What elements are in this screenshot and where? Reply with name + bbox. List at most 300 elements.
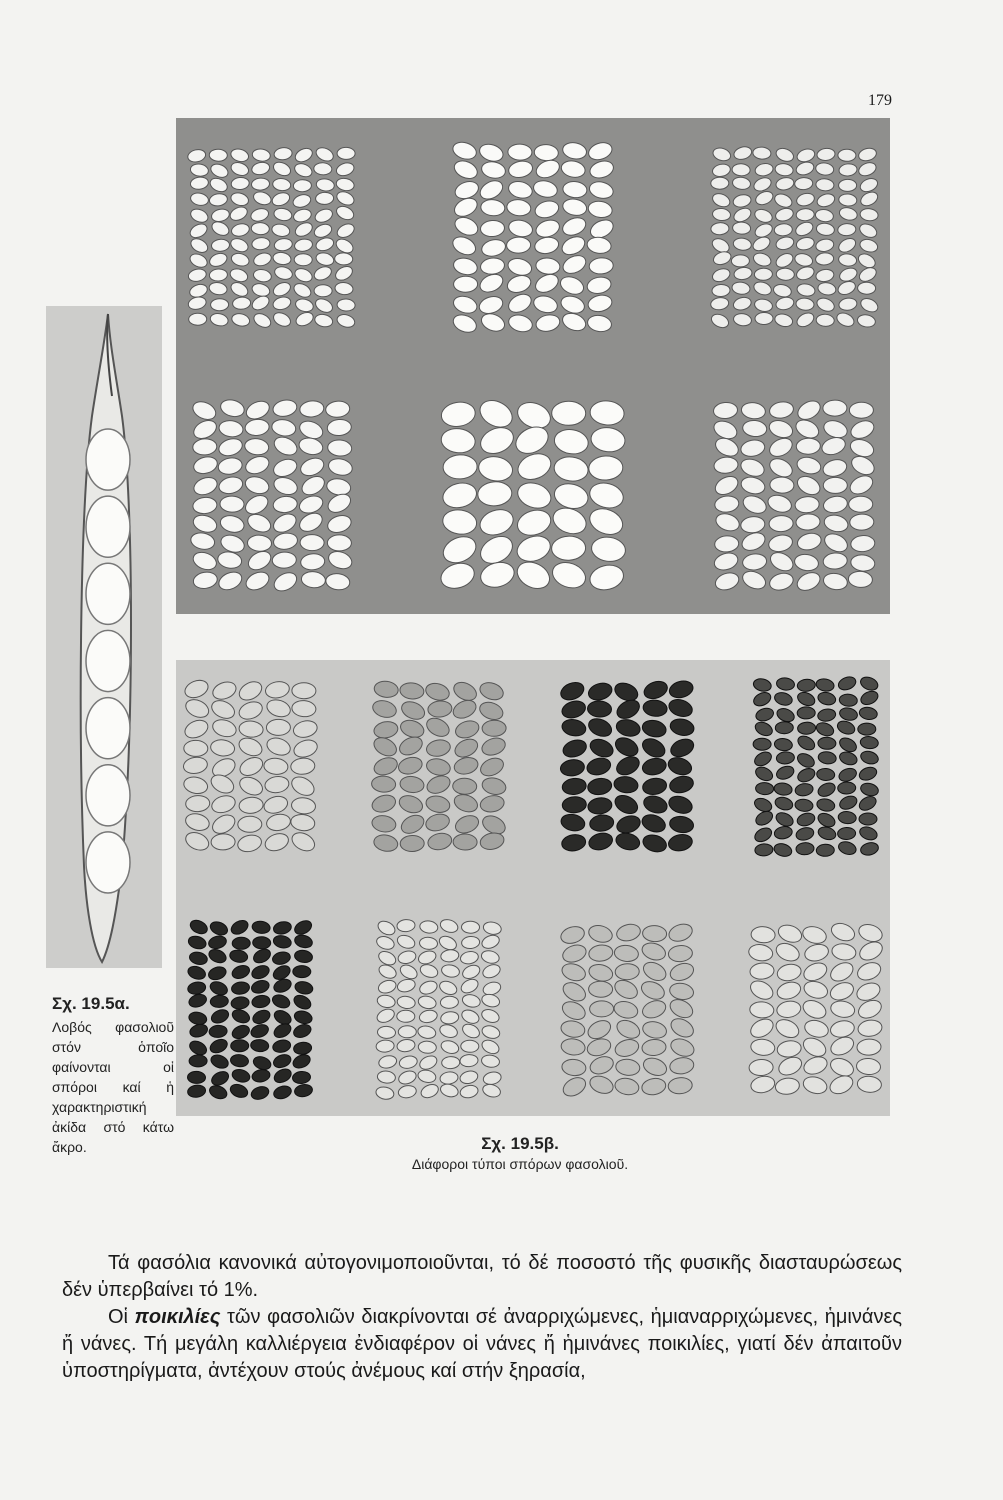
bean-sample xyxy=(747,920,885,1097)
bean xyxy=(669,815,695,834)
bean xyxy=(477,481,513,508)
bean xyxy=(514,506,554,539)
bean xyxy=(667,833,694,853)
bean xyxy=(230,1023,251,1041)
bean xyxy=(796,690,817,708)
bean xyxy=(231,981,251,996)
bean xyxy=(533,271,562,296)
bean xyxy=(293,179,312,192)
bean xyxy=(294,949,314,964)
bean xyxy=(439,1071,459,1085)
bean xyxy=(208,771,237,796)
bean xyxy=(189,531,216,551)
bean xyxy=(273,207,293,222)
bean xyxy=(507,159,534,179)
bean xyxy=(590,426,627,454)
bean xyxy=(506,291,535,316)
bean xyxy=(375,1085,395,1100)
bean xyxy=(857,765,878,783)
bean xyxy=(561,141,588,161)
bean xyxy=(794,569,823,594)
bean xyxy=(793,252,813,268)
bean xyxy=(767,435,796,460)
bean xyxy=(641,718,668,739)
bean xyxy=(837,782,855,795)
bean xyxy=(217,436,245,459)
pod-seed xyxy=(86,496,130,557)
bean xyxy=(292,918,314,937)
bean xyxy=(837,827,855,840)
bean xyxy=(371,775,396,793)
bean xyxy=(333,264,355,283)
bean xyxy=(803,942,830,963)
bean xyxy=(535,257,561,275)
bean xyxy=(229,147,250,163)
bean xyxy=(749,1059,774,1076)
bean xyxy=(794,782,814,797)
bean xyxy=(642,925,667,942)
bean xyxy=(837,223,856,236)
bean xyxy=(480,1007,501,1025)
bean xyxy=(183,829,211,853)
bean xyxy=(375,934,396,951)
bean xyxy=(291,700,316,718)
bean xyxy=(251,946,273,965)
bean xyxy=(797,678,816,692)
bean xyxy=(438,559,478,592)
bean xyxy=(506,237,530,254)
bean xyxy=(290,757,315,775)
bean xyxy=(858,189,880,208)
bean xyxy=(399,775,425,794)
bean-sample xyxy=(186,918,314,1102)
bean xyxy=(460,1054,479,1067)
bean xyxy=(839,693,858,707)
bean xyxy=(216,550,242,570)
bean xyxy=(337,298,356,311)
bean-sample xyxy=(182,677,319,854)
bean xyxy=(252,1054,273,1071)
bean xyxy=(560,1019,586,1039)
bean xyxy=(775,296,795,312)
bean xyxy=(481,962,502,980)
bean xyxy=(642,678,670,701)
bean-sample xyxy=(709,145,880,330)
bean xyxy=(294,238,314,253)
bean xyxy=(292,719,319,740)
bean xyxy=(293,146,314,165)
bean xyxy=(231,1040,249,1052)
bean xyxy=(562,181,587,199)
bean xyxy=(769,476,794,493)
bean xyxy=(439,532,480,568)
bean-sample xyxy=(438,395,627,593)
bean xyxy=(243,569,272,594)
bean xyxy=(266,719,290,735)
bean xyxy=(315,251,336,267)
bean xyxy=(373,833,400,853)
bean xyxy=(838,253,857,267)
figure-b-caption xyxy=(340,1134,700,1174)
bean xyxy=(289,829,318,854)
bean xyxy=(856,313,876,328)
bean xyxy=(817,825,838,842)
bean xyxy=(271,280,292,299)
bean xyxy=(589,257,614,275)
bean xyxy=(419,1082,440,1100)
bean xyxy=(192,454,219,476)
bean xyxy=(859,689,880,708)
bean xyxy=(337,147,355,159)
bean xyxy=(532,179,559,200)
bean xyxy=(668,1015,697,1041)
bean xyxy=(586,680,614,702)
bean xyxy=(477,271,506,296)
bean xyxy=(229,280,251,299)
bean xyxy=(376,918,398,937)
bean xyxy=(560,961,588,984)
bean xyxy=(299,400,325,419)
bean xyxy=(560,979,589,1005)
bean xyxy=(265,697,293,720)
bean xyxy=(752,825,774,844)
bean xyxy=(857,1019,883,1038)
bean xyxy=(297,493,325,516)
bean xyxy=(837,735,859,754)
bean xyxy=(237,754,266,779)
bean xyxy=(712,550,740,572)
bean xyxy=(439,917,460,934)
bean xyxy=(245,511,273,535)
bean xyxy=(773,191,794,209)
bean xyxy=(507,312,534,334)
bean xyxy=(292,193,313,210)
bean xyxy=(667,793,695,816)
bean xyxy=(838,297,858,312)
bean xyxy=(325,572,351,591)
bean xyxy=(231,1067,252,1084)
bean xyxy=(209,162,230,180)
bean xyxy=(300,553,325,571)
bean xyxy=(714,535,739,553)
bean xyxy=(796,842,815,855)
bean xyxy=(733,237,752,251)
bean xyxy=(774,223,793,236)
bean xyxy=(773,312,793,328)
bean xyxy=(188,950,208,966)
bean xyxy=(247,535,272,552)
bean xyxy=(373,720,399,740)
bean xyxy=(836,279,857,297)
bean xyxy=(481,1054,501,1068)
bean xyxy=(188,1011,208,1027)
bean xyxy=(668,1036,696,1060)
bean xyxy=(289,773,318,799)
bean xyxy=(585,756,612,778)
bean xyxy=(793,553,819,573)
bean xyxy=(209,697,238,722)
bean xyxy=(251,994,271,1009)
bean xyxy=(270,510,299,535)
bean xyxy=(712,473,741,498)
bean xyxy=(857,1039,882,1056)
bean xyxy=(292,281,314,300)
bean xyxy=(795,513,820,531)
bean xyxy=(440,480,479,512)
bean xyxy=(439,1082,460,1099)
bean xyxy=(711,146,732,163)
bean xyxy=(398,1054,418,1069)
bean xyxy=(426,831,453,852)
bean xyxy=(270,190,291,208)
bean xyxy=(252,268,272,283)
bean xyxy=(293,1009,314,1025)
bean xyxy=(775,764,796,782)
bean xyxy=(427,700,452,718)
bean xyxy=(209,192,229,207)
bean xyxy=(857,922,885,945)
bean xyxy=(767,533,794,554)
bean xyxy=(615,1058,641,1077)
bean xyxy=(191,549,219,573)
bean xyxy=(397,949,417,965)
bean xyxy=(836,236,858,255)
bean xyxy=(838,794,859,812)
bean xyxy=(815,268,835,283)
bean xyxy=(373,680,399,699)
bean xyxy=(314,236,335,253)
bean xyxy=(587,479,626,511)
bean xyxy=(272,398,299,419)
bean xyxy=(187,295,207,311)
bean xyxy=(590,535,627,563)
bean xyxy=(775,721,793,734)
bean xyxy=(859,296,880,315)
bean xyxy=(858,176,879,194)
bean xyxy=(561,777,587,796)
bean-sample xyxy=(558,678,696,854)
bean xyxy=(553,427,590,456)
pod-seed xyxy=(86,832,130,893)
bean xyxy=(585,1017,614,1042)
bean xyxy=(774,738,793,752)
bean xyxy=(452,158,480,182)
bean xyxy=(860,736,879,750)
bean xyxy=(796,282,816,297)
bean xyxy=(534,313,561,334)
bean xyxy=(614,696,643,722)
bean xyxy=(182,756,208,776)
bean xyxy=(272,1066,294,1085)
bean xyxy=(514,532,554,566)
bean xyxy=(732,193,752,209)
bean xyxy=(208,251,229,269)
bean xyxy=(482,1070,502,1086)
bean xyxy=(265,812,292,832)
bean xyxy=(375,1007,396,1025)
bean xyxy=(189,191,209,207)
bean xyxy=(849,402,873,418)
bean xyxy=(668,679,695,701)
bean xyxy=(292,737,320,760)
bean xyxy=(187,148,207,164)
bean xyxy=(752,251,773,268)
bean xyxy=(301,570,327,588)
bean xyxy=(823,513,850,534)
bean xyxy=(818,737,836,750)
bean xyxy=(823,477,847,493)
bean xyxy=(822,572,848,592)
bean xyxy=(219,397,246,419)
bean xyxy=(795,191,816,207)
bean xyxy=(216,569,244,594)
bean xyxy=(480,735,508,758)
bean xyxy=(829,1019,856,1039)
bean xyxy=(849,453,878,479)
bean xyxy=(768,571,796,593)
bean xyxy=(228,1082,249,1100)
bean-sample xyxy=(189,397,354,594)
bean xyxy=(242,492,271,518)
bean xyxy=(749,962,774,980)
bean xyxy=(740,401,766,420)
bean xyxy=(859,675,880,693)
bean xyxy=(298,455,326,479)
bean xyxy=(334,204,355,222)
bean xyxy=(272,1038,292,1054)
bean xyxy=(821,457,848,479)
bean xyxy=(838,706,858,722)
bean xyxy=(396,995,416,1009)
bean xyxy=(335,221,357,240)
bean xyxy=(859,781,880,797)
bean xyxy=(479,794,505,814)
bean xyxy=(263,757,288,775)
bean xyxy=(397,1069,418,1087)
bean xyxy=(816,844,835,857)
bean xyxy=(250,293,272,312)
bean xyxy=(229,949,249,964)
bean xyxy=(419,937,438,951)
bean xyxy=(210,219,232,238)
bean xyxy=(559,233,588,258)
bean xyxy=(189,236,211,255)
bean xyxy=(459,977,481,996)
bean xyxy=(532,293,559,315)
bean xyxy=(231,312,251,328)
bean xyxy=(709,312,730,331)
bean xyxy=(815,252,834,266)
bean xyxy=(236,735,264,759)
bean xyxy=(801,1054,829,1078)
bean xyxy=(251,161,271,177)
bean xyxy=(217,475,244,496)
bean xyxy=(452,778,476,795)
bean xyxy=(752,280,773,297)
bean xyxy=(668,981,694,1001)
bean xyxy=(774,162,794,176)
bean xyxy=(232,937,250,949)
bean xyxy=(237,774,266,799)
bean xyxy=(480,237,507,258)
bean xyxy=(739,529,767,553)
bean xyxy=(740,568,768,592)
bean xyxy=(587,293,614,314)
bean xyxy=(801,924,829,946)
bean xyxy=(376,1039,395,1052)
bean xyxy=(272,532,298,551)
bean-sample xyxy=(450,139,616,335)
bean xyxy=(559,293,587,316)
bean xyxy=(187,1084,207,1098)
bean xyxy=(668,736,696,760)
bean xyxy=(209,1053,230,1071)
bean xyxy=(314,313,334,329)
bean xyxy=(560,310,588,334)
bean xyxy=(641,1055,669,1079)
bean xyxy=(477,294,505,317)
bean xyxy=(313,296,335,315)
bean xyxy=(292,683,316,699)
bean xyxy=(752,175,773,193)
bean xyxy=(190,176,210,190)
bean xyxy=(613,1037,641,1059)
bean xyxy=(795,236,815,252)
bean xyxy=(478,559,517,591)
paragraph-2-lead: Οἱ xyxy=(108,1306,135,1328)
pod-seed xyxy=(86,765,130,826)
bean xyxy=(252,251,273,268)
bean xyxy=(590,1001,614,1017)
bean xyxy=(774,251,796,270)
bean xyxy=(293,966,311,978)
bean xyxy=(742,419,767,437)
bean xyxy=(612,977,641,1002)
bean xyxy=(797,722,816,735)
bean xyxy=(187,1071,205,1084)
bean xyxy=(827,959,856,985)
bean xyxy=(752,796,773,814)
bean xyxy=(230,222,250,238)
bean xyxy=(399,682,425,701)
bean xyxy=(817,691,837,707)
bean xyxy=(441,1056,460,1069)
bean xyxy=(558,679,586,703)
bean xyxy=(187,992,208,1009)
bean xyxy=(294,310,315,329)
pod-seed xyxy=(86,698,130,759)
bean xyxy=(562,796,587,814)
bean xyxy=(774,206,795,223)
bean xyxy=(313,207,334,225)
bean xyxy=(418,1009,438,1025)
bean xyxy=(336,313,357,330)
bean xyxy=(185,795,210,812)
white-bean-grid xyxy=(176,118,890,614)
bean xyxy=(733,312,753,327)
bean xyxy=(217,456,243,476)
paragraph-1: Τά φασόλια κανονικά αὐτογονιμοποιοῦνται, τό δέ ποσοστό τῆς φυσικῆς διασταυρώσεως δέν ὑπερβαίνει τό 1%. xyxy=(62,1252,902,1301)
bean xyxy=(451,139,479,162)
bean xyxy=(814,720,835,738)
bean xyxy=(251,237,270,251)
bean xyxy=(850,514,875,531)
bean xyxy=(315,192,334,205)
bean xyxy=(244,418,269,436)
bean xyxy=(796,438,821,455)
bean xyxy=(667,697,695,720)
bean xyxy=(188,1022,209,1039)
